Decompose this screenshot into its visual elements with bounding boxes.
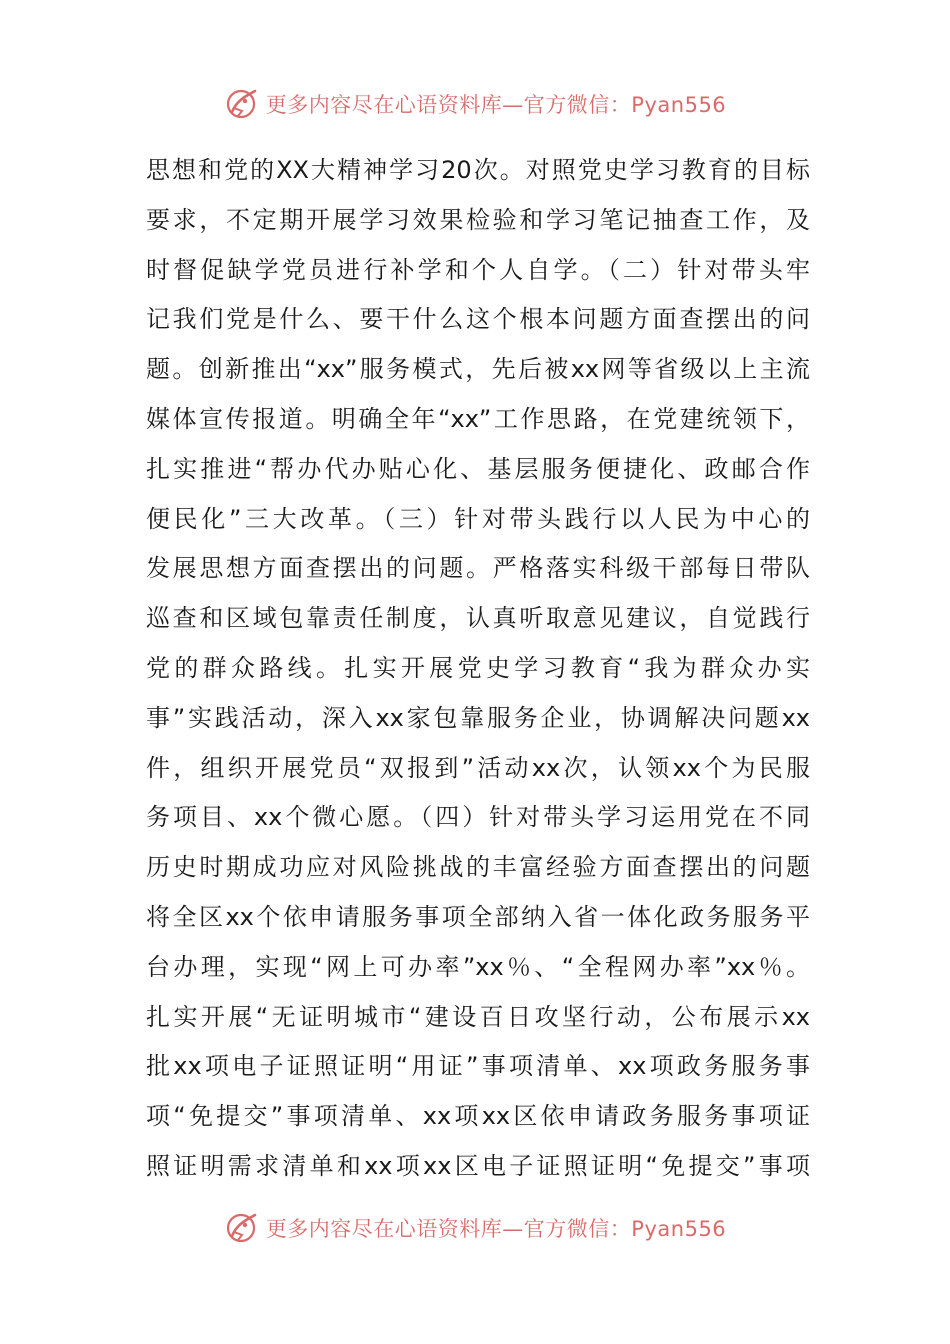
body-line: 事”实践活动，深入xx家包靠服务企业，协调解决问题xx bbox=[146, 703, 810, 732]
body-line: 扎实推进“帮办代办贴心化、基层服务便捷化、政邮合作 bbox=[146, 454, 810, 483]
body-line: 照证明需求清单和xx项xx区电子证照证明“免提交”事项 bbox=[146, 1151, 810, 1180]
header-watermark-banner bbox=[0, 84, 950, 124]
body-line: 巡查和区域包靠责任制度，认真听取意见建议，自觉践行 bbox=[146, 604, 810, 633]
body-line: 批xx项电子证照证明“用证”事项清单、xx项政务服务事 bbox=[146, 1052, 810, 1081]
footer-watermark-banner bbox=[0, 1208, 950, 1248]
body-line: 题。创新推出“xx”服务模式，先后被xx网等省级以上主流 bbox=[146, 355, 810, 384]
body-line: 扎实开展“无证明城市“建设百日攻坚行动，公布展示xx bbox=[146, 1002, 810, 1031]
pen-signature-logo-icon bbox=[224, 86, 260, 122]
body-line: 件，组织开展党员“双报到”活动xx次，认领xx个为民服 bbox=[146, 753, 810, 782]
body-line: 发展思想方面查摆出的问题。严格落实科级干部每日带队 bbox=[146, 554, 810, 583]
body-line: 思想和党的XX大精神学习20次。对照党史学习教育的目标 bbox=[146, 156, 810, 184]
document-body bbox=[146, 146, 810, 1192]
body-line: 要求，不定期开展学习效果检验和学习笔记抽查工作，及 bbox=[146, 205, 810, 234]
body-line: 务项目、xx个微心愿。（四）针对带头学习运用党在不同 bbox=[146, 803, 810, 832]
body-line: 便民化”三大改革。（三）针对带头践行以人民为中心的 bbox=[146, 504, 810, 533]
body-line: 台办理，实现“网上可办率”xx％、“全程网办率”xx％。 bbox=[146, 952, 810, 981]
footer-watermark-text: 更多内容尽在心语资料库—官方微信：Pyan556 bbox=[265, 1217, 727, 1241]
body-line: 党的群众路线。扎实开展党史学习教育“我为群众办实 bbox=[146, 653, 810, 682]
body-line: 时督促缺学党员进行补学和个人自学。（二）针对带头牢 bbox=[146, 255, 810, 284]
body-line: 项“免提交”事项清单、xx项xx区依申请政务服务事项证 bbox=[146, 1102, 810, 1131]
body-line: 历史时期成功应对风险挑战的丰富经验方面查摆出的问题 bbox=[146, 853, 810, 882]
body-line: 将全区xx个依申请服务事项全部纳入省一体化政务服务平 bbox=[146, 902, 810, 931]
pen-signature-logo-icon bbox=[224, 1210, 260, 1246]
body-line: 记我们党是什么、要干什么这个根本问题方面查摆出的问 bbox=[146, 305, 810, 334]
body-line: 媒体宣传报道。明确全年“xx”工作思路，在党建统领下， bbox=[146, 404, 810, 433]
header-watermark-text: 更多内容尽在心语资料库—官方微信：Pyan556 bbox=[265, 93, 727, 117]
